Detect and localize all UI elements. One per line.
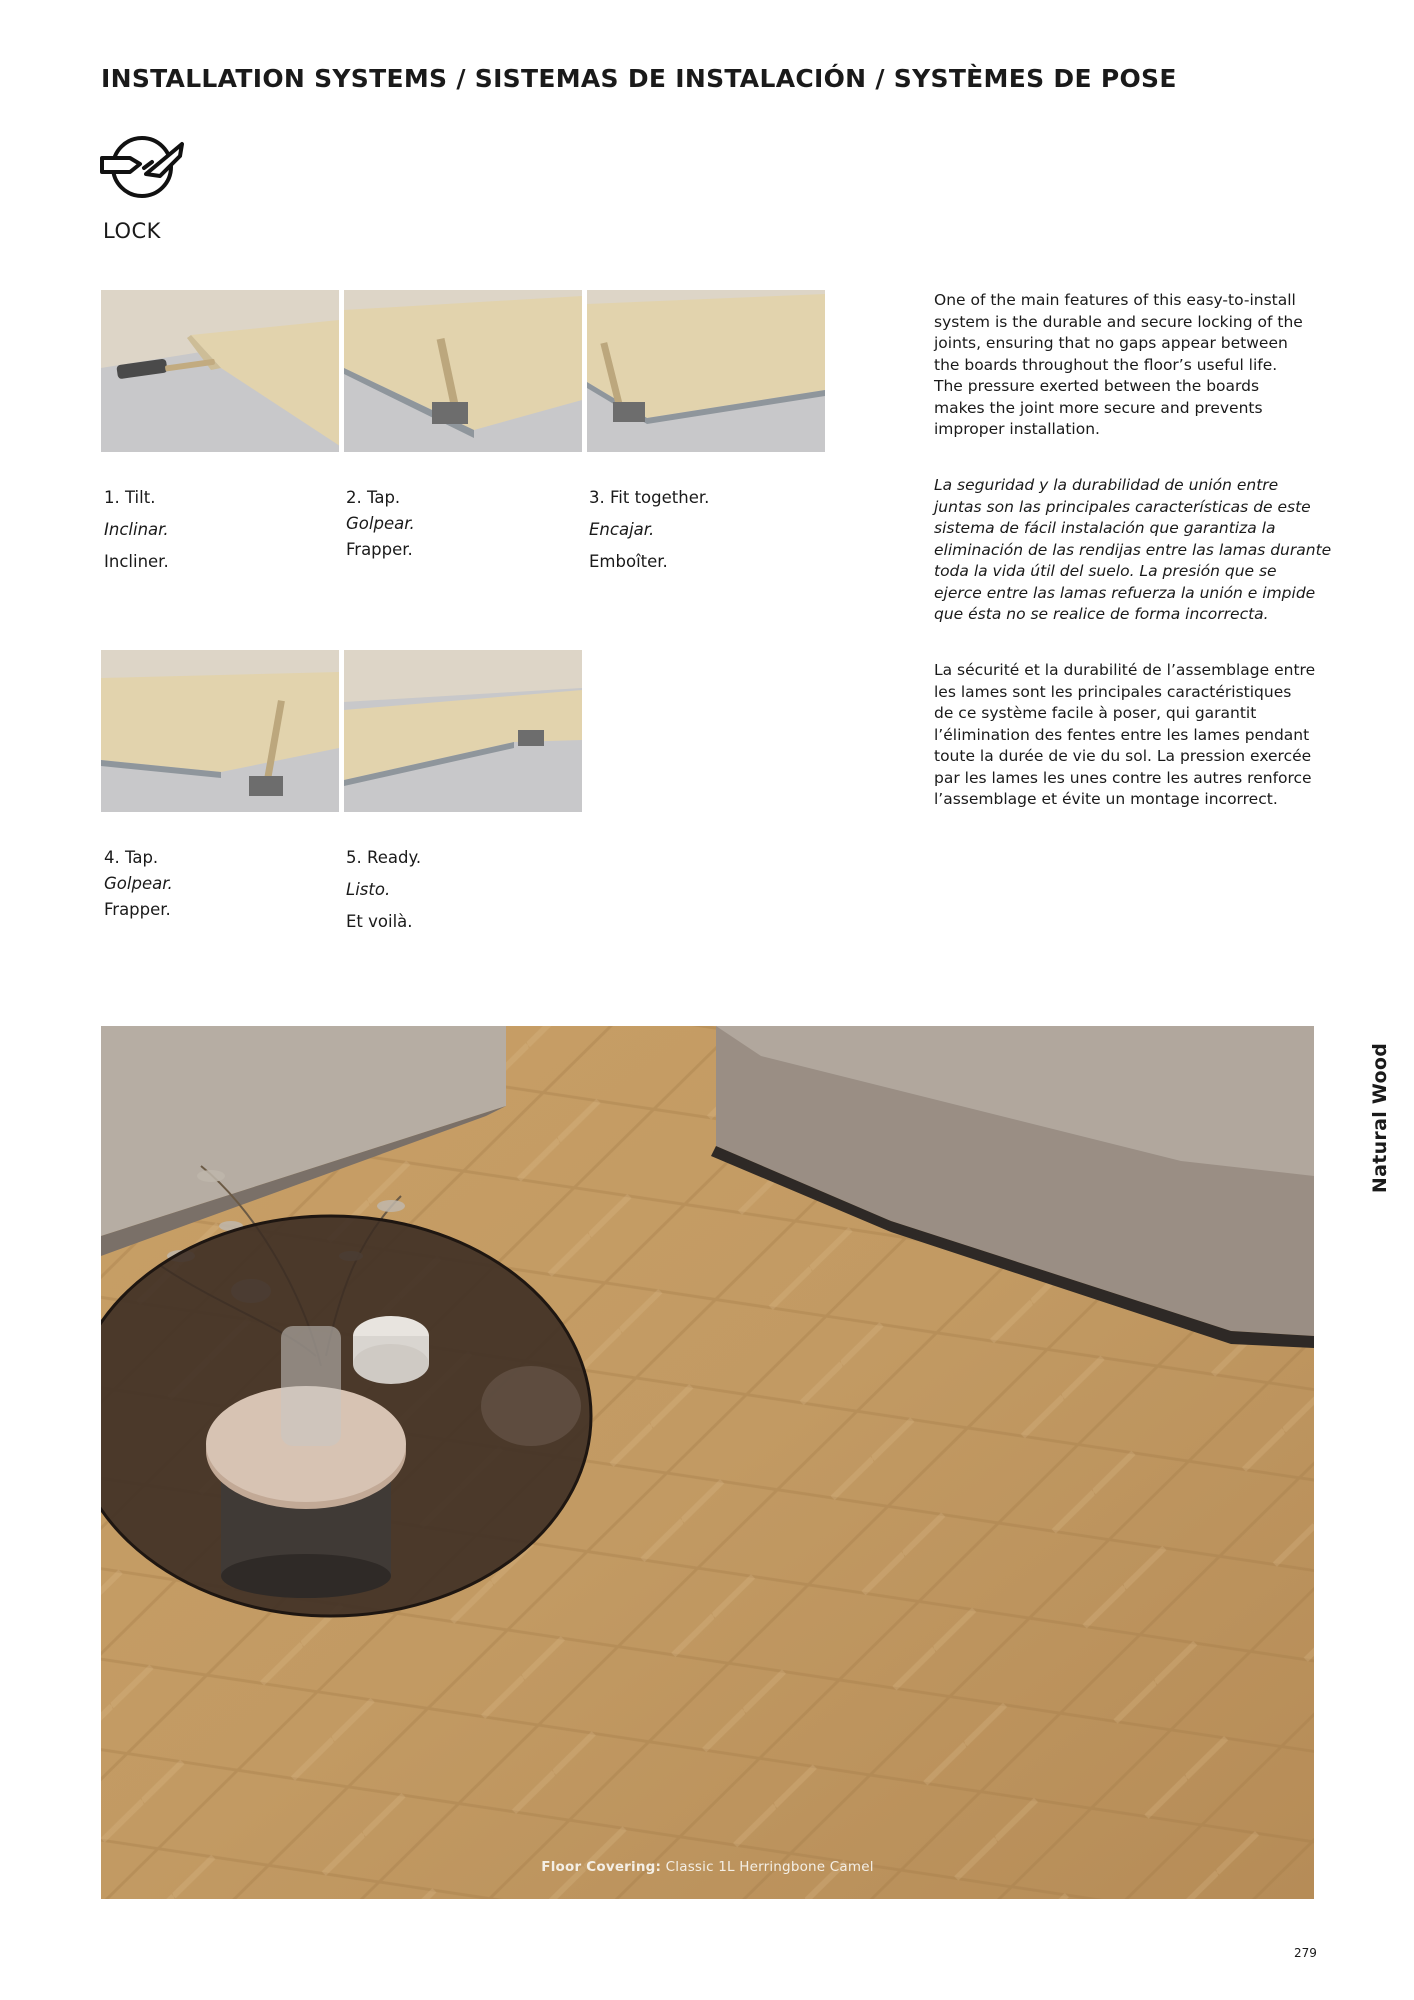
step-4-image — [101, 650, 339, 812]
page-number: 279 — [1294, 1946, 1317, 1960]
step-3-image — [587, 290, 825, 452]
step-2-image — [344, 290, 582, 452]
section-side-label — [1368, 1042, 1392, 1194]
photo-caption-label: Floor Covering: — [541, 1859, 662, 1875]
description-fr: La sécurité et la durabilité de l’assemblage entre les lames sont les principales caractéristiques de ce système facile à poser, qui garantit l’élimination des fentes entre les lames pendant toute la durée de vie du sol. La pression exercée par les lames les unes contre les autres renforce l’assemblage et évite un montage incorrect. — [934, 661, 1316, 808]
step-2-caption: 2. Tap. Golpear. Frapper. — [346, 488, 415, 559]
photo-caption — [101, 1859, 1314, 1875]
interior-photo — [101, 1026, 1314, 1899]
step-3-caption: 3. Fit together. Encajar. Emboîter. — [589, 488, 710, 571]
page-title: INSTALLATION SYSTEMS / SISTEMAS DE INSTALACIÓN / SYSTÈMES DE POSE — [101, 64, 1177, 93]
section-side-label-text: Natural Wood — [1369, 1042, 1391, 1194]
step-1-image — [101, 290, 339, 452]
step-5-image — [344, 650, 582, 812]
system-name: LOCK — [103, 219, 161, 243]
description-en: One of the main features of this easy-to-install system is the durable and secure locking of the joints, ensuring that no gaps appear between the boards throughout the floor’s useful life. The pressure exerted between the boards makes the joint more secure and prevents improper installation. — [934, 291, 1303, 438]
step-1-caption: 1. Tilt. Inclinar. Incliner. — [104, 488, 169, 571]
description-es: La seguridad y la durabilidad de unión entre juntas son las principales características de este sistema de fácil instalación que garantiza la eliminación de las rendijas entre las lamas durante toda la vida útil del suelo. La presión que se ejerce entre las lamas refuerza la unión e impide que ésta no se realice de forma incorrecta. — [934, 476, 1332, 623]
hand-lock-icon — [100, 134, 184, 200]
step-4-caption: 4. Tap. Golpear. Frapper. — [104, 848, 173, 919]
photo-caption-text: Classic 1L Herringbone Camel — [665, 1859, 874, 1875]
step-5-caption: 5. Ready. Listo. Et voilà. — [346, 848, 422, 931]
